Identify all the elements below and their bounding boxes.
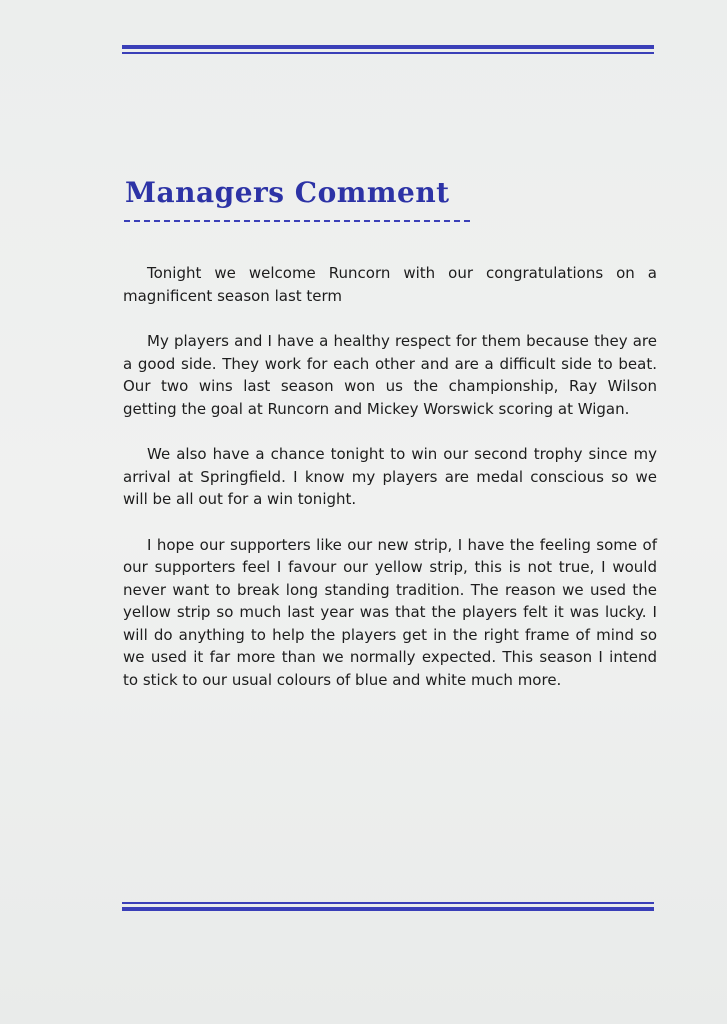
title-underline [124,220,470,222]
paragraph-2: My players and I have a healthy respect for them because they are a good side. They work for each other and are a difficult side to beat. Our two wins last season won us the championship, Ray Wilson getting the goal at Runcorn and Mickey Worswick scoring at Wigan. [123,332,657,418]
top-double-rule [122,45,654,54]
bottom-double-rule [122,902,654,911]
paragraph-1: Tonight we welcome Runcorn with our congratulations on a magnificent season last term [123,264,657,305]
paragraph-4: I hope our supporters like our new strip, I have the feeling some of our supporters feel I favour our yellow strip, this is not true, I would never want to break long standing tradition. The reason we used the yellow strip so much last year was that the players felt it was lucky. I will do anything to help the players get in the right frame of mind so we used it far more than we normally expected. This season I intend to stick to our usual colours of blue and white much more. [123,535,657,689]
page-title: Managers Comment [125,176,450,209]
comment-body [123,262,657,714]
paragraph-3: We also have a chance tonight to win our second trophy since my arrival at Springfield. I know my players are medal conscious so we will be all out for a win tonight. [123,445,657,508]
